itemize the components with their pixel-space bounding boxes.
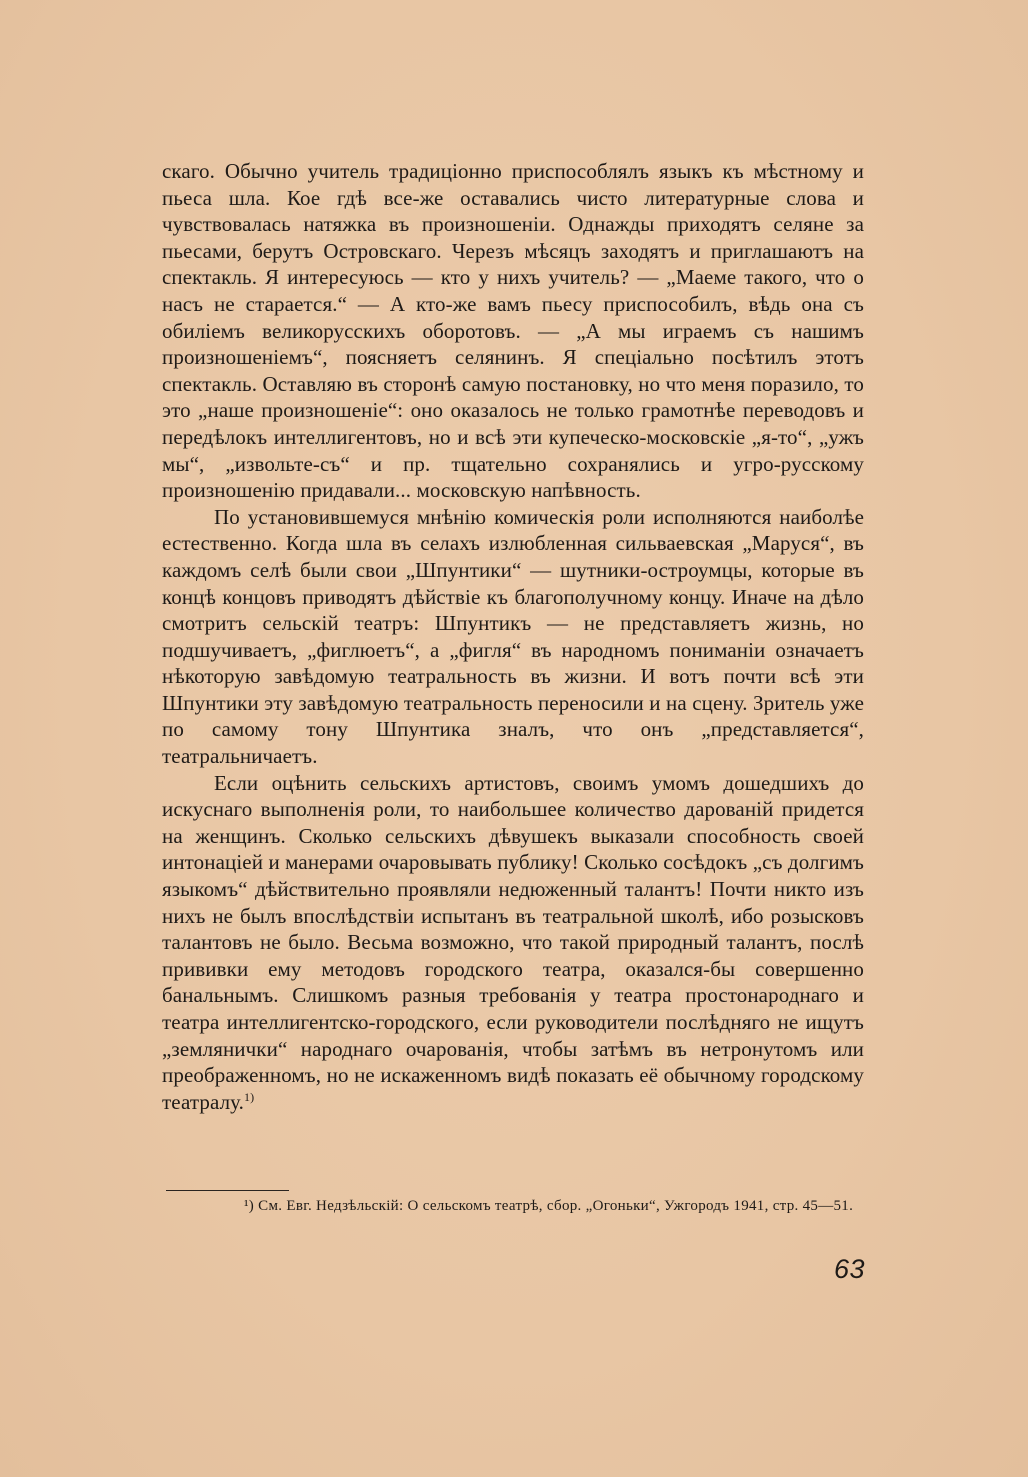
- paragraph-3: [162, 770, 864, 1116]
- footnote: [162, 1196, 864, 1216]
- footnote-marker: ¹): [244, 1198, 255, 1214]
- paragraph-2: По установившемуся мнѣнію комическія роли исполняются наиболѣе естественно. Когда шла въ селахъ излюбленная сильваевская „Маруся“, въ каждомъ селѣ были свои „Шпунтики“ — шутники-остроумцы, которые въ концѣ концовъ приводятъ дѣйствіе къ благополучному концу. Иначе на дѣло смотритъ сельскій театръ: Шпунтикъ — не представляетъ жизнь, но подшучиваетъ, „фиглюетъ“, а „фигля“ въ народномъ пониманіи означаетъ нѣкоторую завѣдомую театральность въ жизни. И вотъ почти всѣ эти Шпунтики эту завѣдомую театральность переносили и на сцену. Зритель уже по самому тону Шпунтика зналъ, что онъ „представляется“, театральничаетъ.: [162, 504, 864, 769]
- footnote-text: См. Евг. Недзѣльскій: О сельскомъ театрѣ, сбор. „Огоньки“, Ужгородъ 1941, стр. 45—51.: [258, 1198, 854, 1214]
- main-text: [162, 158, 864, 1115]
- paragraph-3-text: Если оцѣнить сельскихъ артистовъ, своимъ умомъ дошедшихъ до искуснаго выполненія роли, то наибольшее количество дарованій придется на женщинъ. Сколько сельскихъ дѣвушекъ выказали способность своей интонаціей и манерами очаровывать публику! Сколько сосѣдокъ „съ долгимъ языкомъ“ дѣйствительно проявляли недюженный талантъ! Почти никто изъ нихъ не былъ впослѣдствіи испытанъ въ театральной школѣ, ибо розысковъ талантовъ не было. Весьма возможно, что такой природный талантъ, послѣ прививки ему методовъ городского театра, оказался-бы совершенно банальнымъ. Слишкомъ разныя требованія у театра простонароднаго и театра интеллигентско-городского, если руководители послѣдняго не ищутъ „землянички“ народнаго очарованія, чтобы затѣмъ въ нетронутомъ или преображенномъ, но не искаженномъ видѣ показать её обычному городскому театралу.: [162, 770, 864, 1114]
- footnote-reference: 1): [244, 1089, 255, 1104]
- paragraph-1: скаго. Обычно учитель традиціонно приспособлялъ языкъ къ мѣстному и пьеса шла. Кое гдѣ все-же оставались чисто литературные слова и чувствовалась натяжка въ произношеніи. Однажды приходятъ селяне за пьесами, берутъ Островскаго. Черезъ мѣсяцъ заходятъ и приглашаютъ на спектакль. Я интересуюсь — кто у нихъ учитель? — „Маеме такого, что о насъ не старается.“ — А кто-же вамъ пьесу приспособилъ, вѣдь она съ обиліемъ великорусскихъ оборотовъ. — „А мы играемъ съ нашимъ произношеніемъ“, поясняетъ селянинъ. Я спеціально посѣтилъ этотъ спектакль. Оставляю въ сторонѣ самую постановку, но что меня поразило, то это „наше произношеніе“: оно оказалось не только грамотнѣе переводовъ и передѣлокъ интеллигентовъ, но и всѣ эти купеческо-московскіе „я-то“, „ужъ мы“, „извольте-съ“ и пр. тщательно сохранялись и угро-русскому произношенію придавали... московскую напѣвность.: [162, 159, 864, 503]
- footnote-divider: [166, 1190, 289, 1191]
- page-number: 63: [833, 1254, 865, 1284]
